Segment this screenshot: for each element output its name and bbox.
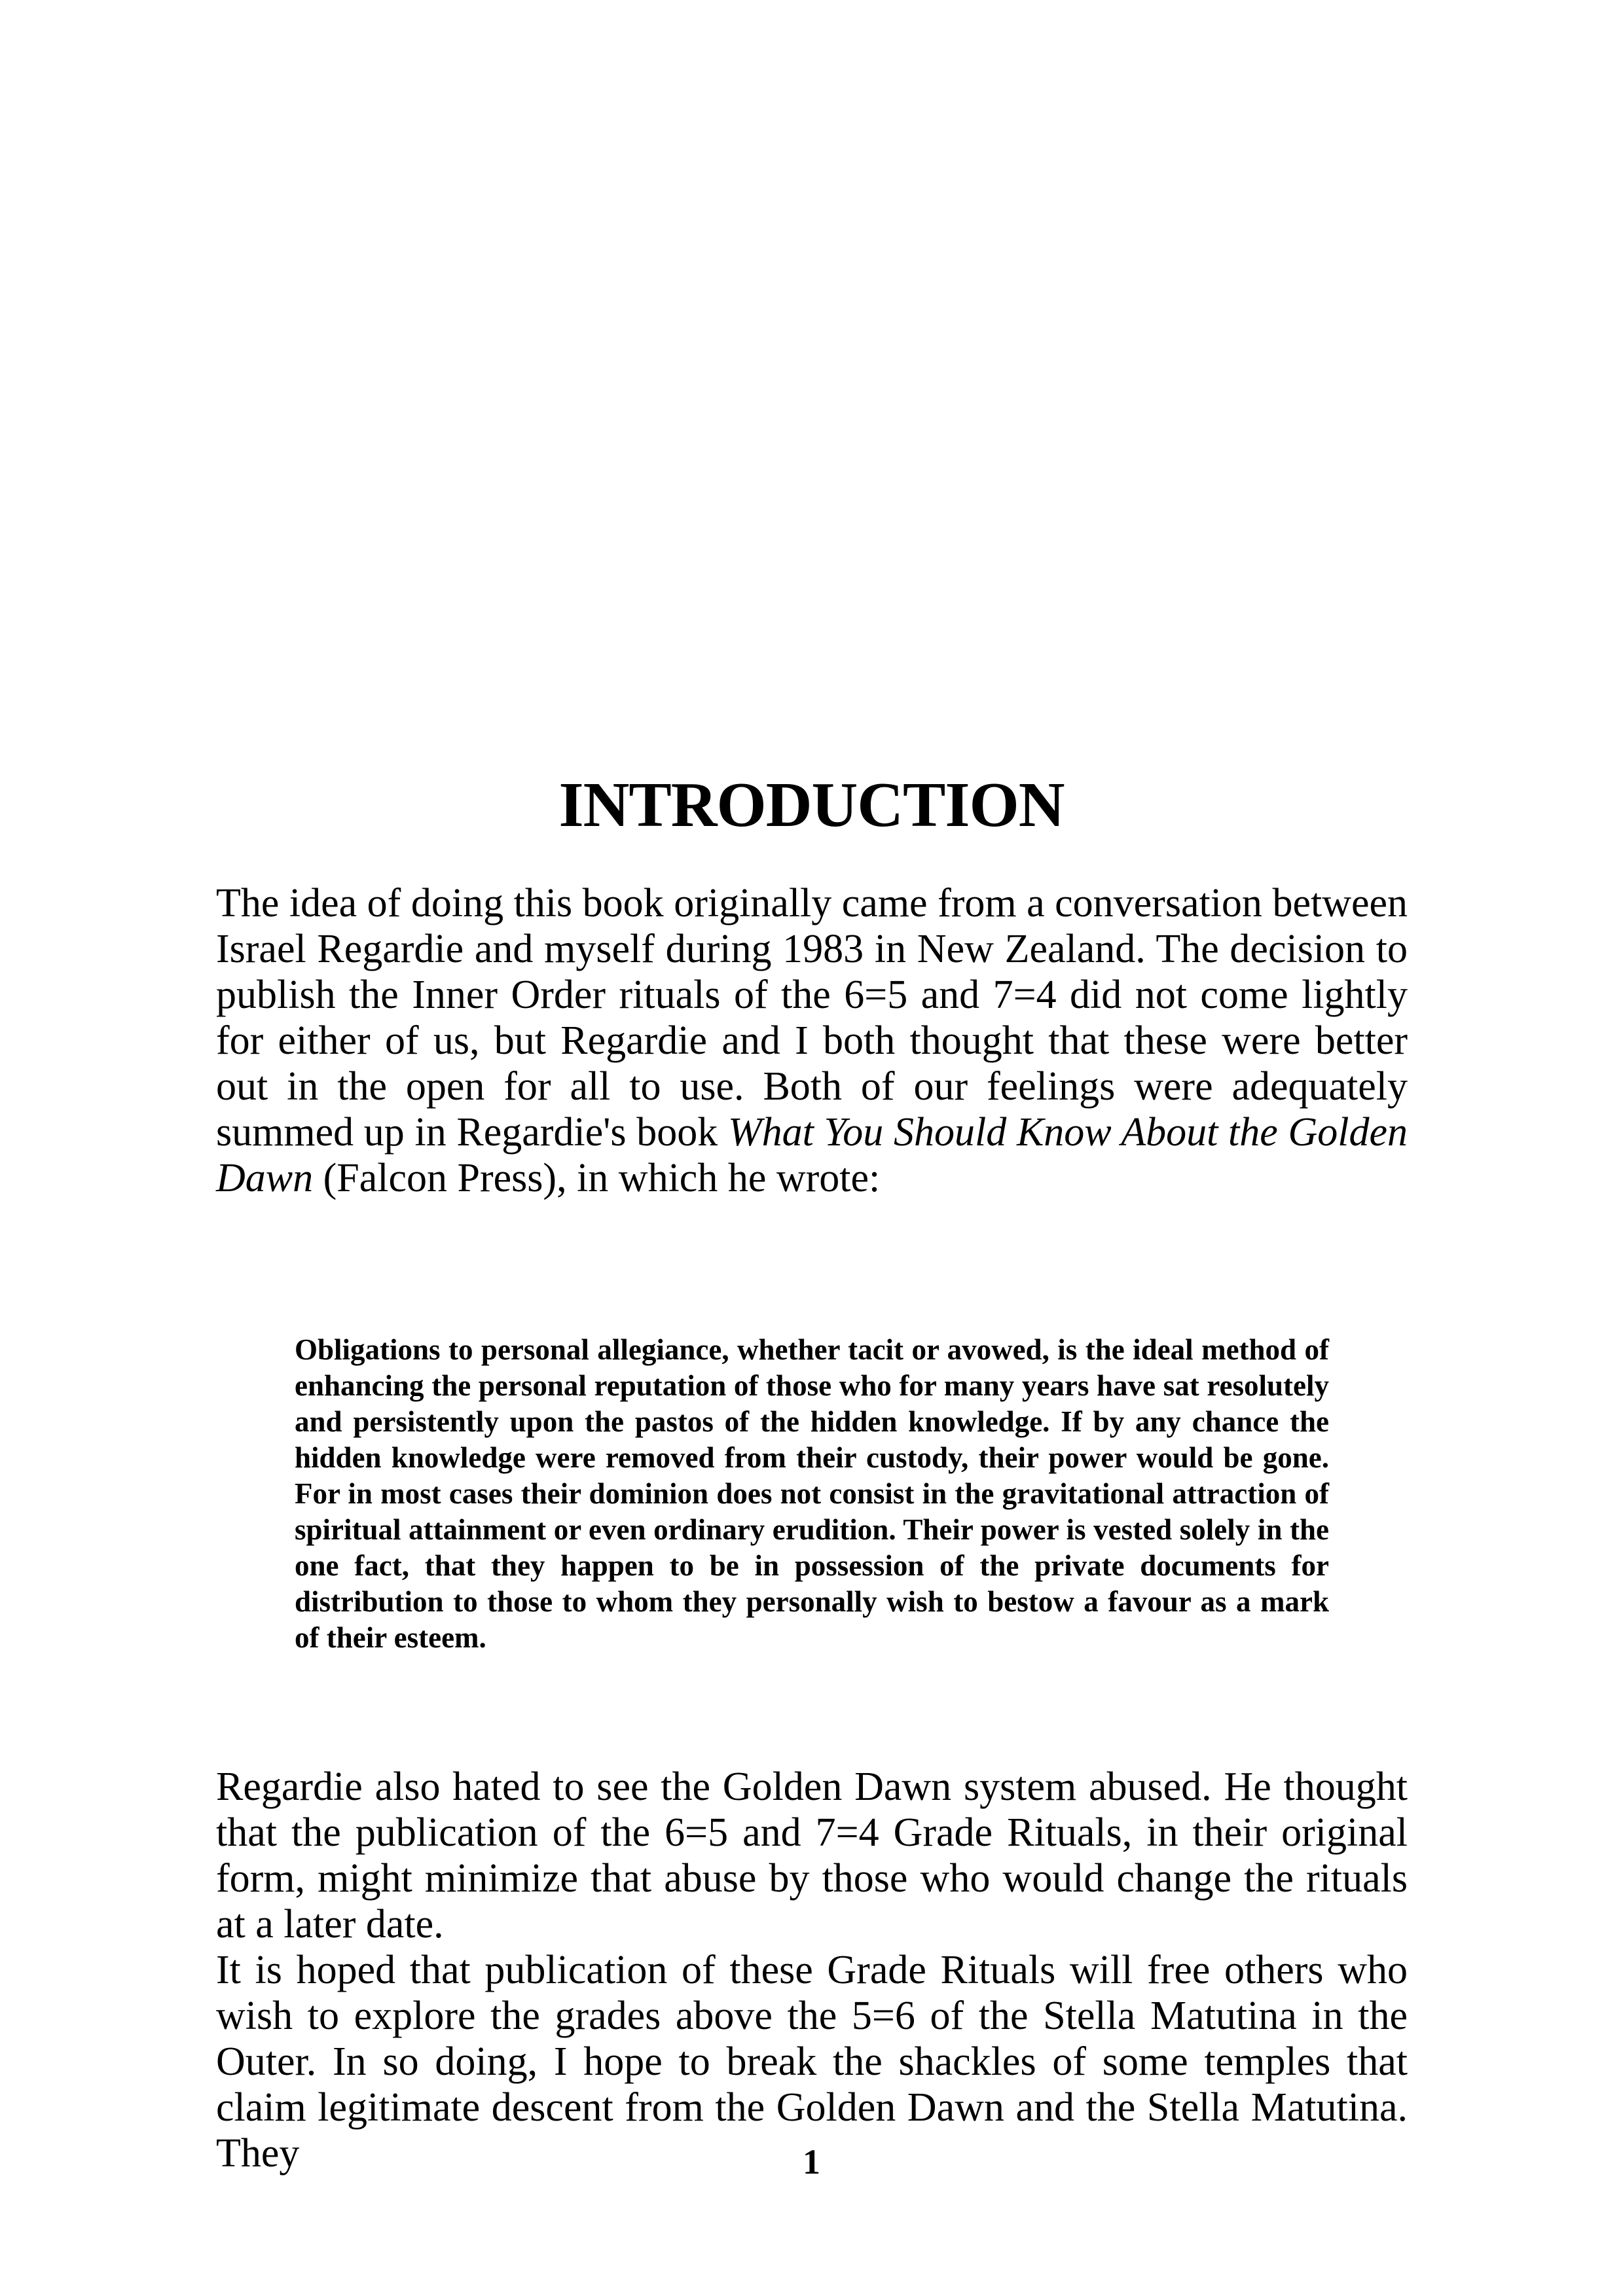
block-quote: Obligations to personal allegiance, whether tacit or avowed, is the ideal method of enhancing the personal reputation of those who for many years have sat resolutely and persistently upon the pastos of the hidden knowledge. If by any chance the hidden knowledge were removed from their custody, their power would be gone. For in most cases their dominion does not consist in the gravitational attraction of spiritual attainment or even ordinary erudition. Their power is vested solely in the one fact, that they happen to be in possession of the private documents for distribution to those to whom they personally wish to bestow a favour as a mark of their esteem. xyxy=(295,1333,1329,1654)
paragraph-1-text-start: The idea of doing this book originally came from a conversation between Israel Regardie and myself during 1983 in New Zealand. The decision to publish the Inner Order rituals of the 6=5 and 7=4 did not come lightly for either of us, but Regardie and I both thought that these were better out in the open for all to use. Both of our feelings were adequately summed up in Regardie's book xyxy=(216,881,1408,1155)
book-title-italic: What You Should Know About the Golden Dawn xyxy=(216,1110,1408,1200)
page-number: 1 xyxy=(803,2142,820,2181)
intro-paragraph-1 xyxy=(216,880,1408,1201)
paragraph-2-text: Regardie also hated to see the Golden Dawn system abused. He thought that the publication of the 6=5 and 7=4 Grade Rituals, in their original form, might minimize that abuse by those who would change the rituals at a later date. xyxy=(216,1765,1408,1946)
paragraph-3-text: It is hoped that publication of these Grade Rituals will free others who wish to explore the grades above the 5=6 of the Stella Matutina in the Outer. In so doing, I hope to break the shackles of some temples that claim legitimate descent from the Golden Dawn and the Stella Matutina. They xyxy=(216,1948,1408,2176)
intro-paragraph-2 xyxy=(216,1764,1408,1947)
paragraph-1-text-end: (Falcon Press), in which he wrote: xyxy=(313,1156,881,1200)
page-title: INTRODUCTION xyxy=(558,770,1065,840)
